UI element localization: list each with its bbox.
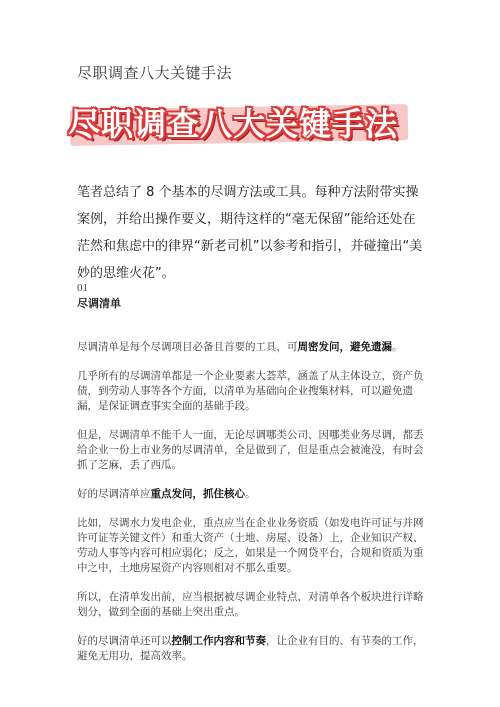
body-paragraph: 好的尽调清单还可以控制工作内容和节奏，让企业有目的、有节奏的工作，避免无用功，提高效率。	[77, 635, 424, 662]
page-title: 尽职调查八大关键手法	[77, 64, 233, 82]
body-paragraph: 几乎所有的尽调清单都是一个企业要素大荟萃，涵盖了从主体设立，资产负债，到劳动人事等各个方面，以清单为基础向企业搜集材料，可以避免遗漏，是保证调查事实全面的基础手段。	[77, 370, 424, 412]
body-paragraph: 尽调清单是每个尽调项目必备且首要的工具，可周密发问，避免遗漏。	[77, 341, 403, 353]
title-banner	[64, 102, 410, 146]
body-paragraph: 好的尽调清单应重点发问，抓住核心。	[77, 488, 256, 500]
section-title: 尽调清单	[77, 297, 121, 310]
article-body	[77, 340, 429, 678]
section-number: 01	[77, 282, 88, 294]
body-paragraph: 比如，尽调水力发电企业，重点应当在企业业务资质（如发电许可证与并网许可证等关键文件）和重大资产（土地、房屋、设备）上，企业知识产权、劳动人事等内容可相应弱化；反之，如果是一个网贷平台，合规和资质为重中之中，土地房屋资产内容则相对不那么重要。	[77, 517, 424, 574]
banner-title-text: 尽职调查八大关键手法	[68, 105, 399, 143]
body-paragraph: 但是，尽调清单不能千人一面，无论尽调哪类公司、因哪类业务尽调，都丢给企业一份上市业务的尽调清单，全是做到了，但是重点会被淹没，有时会抓了芝麻，丢了西瓜。	[77, 429, 424, 471]
intro-paragraph: 笔者总结了 8 个基本的尽调方法或工具。每种方法附带实操案例，并给出操作要义，期待这样的“毫无保留”能给还处在茫然和焦虑中的律界“新老司机”以参考和指引，并碰撞出“美妙的思维火花”。	[77, 185, 423, 281]
body-paragraph: 所以，在清单发出前，应当根据被尽调企业特点，对清单各个板块进行详略划分，做到全面的基础上突出重点。	[77, 591, 424, 618]
